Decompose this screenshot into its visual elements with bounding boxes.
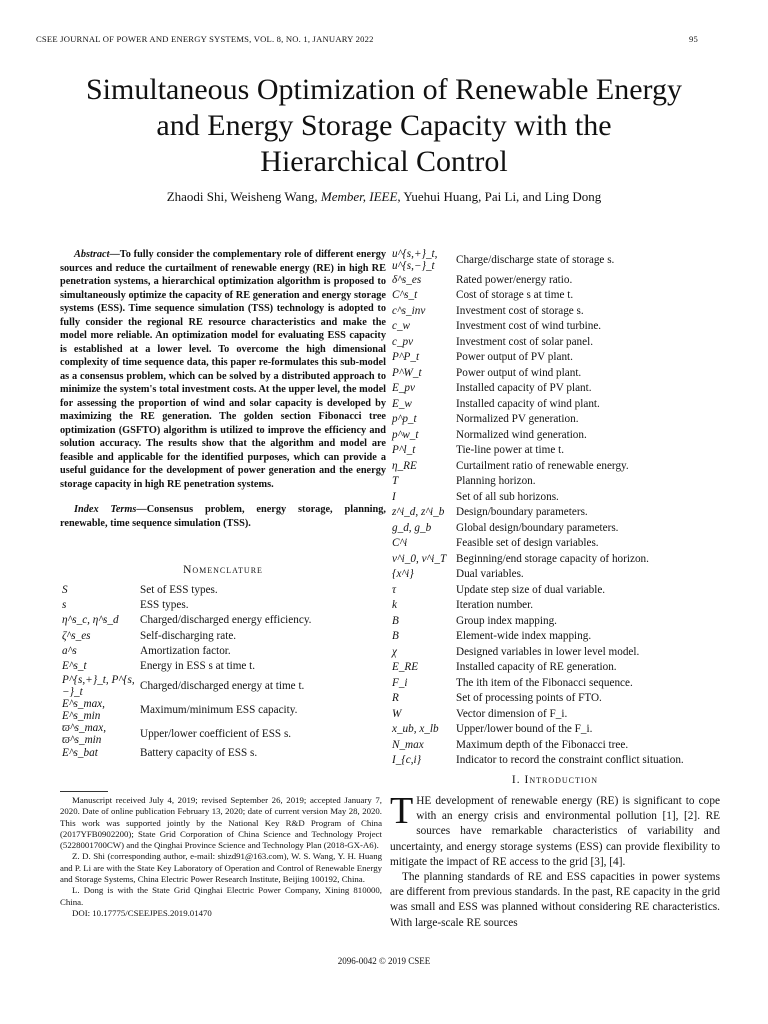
- nomenclature-symbol: E_w: [392, 397, 412, 410]
- index-terms: [60, 503, 386, 530]
- nomenclature-row: [390, 613, 720, 629]
- nomenclature-symbol: R: [392, 692, 399, 705]
- intro-paragraph: The planning standards of RE and ESS capacities in power systems are different from previous standards. In the past, RE capacity in the grid was small and ESS was planned without considering RE characteristics. With large-scale RE sources: [390, 871, 720, 929]
- abstract-label: Abstract: [74, 249, 110, 260]
- nomenclature-symbol: c_w: [392, 320, 411, 333]
- abstract-text: —To fully consider the complementary role of different energy sources and reduce the curtailment of renewable energy (RE) in high RE penetration systems, a hierarchical optimization algorithm is proposed to simultaneously optimize the capacity of RE generation and energy storage systems (ESS). Time sequence simulation (TSS) technology is adopted to fully consider the regional RE resource characteristics and make the model more reliable. An optimization model for evaluating ESS capacity is established at a lower level. To overcome the high dimensional complexity of time sequence data, this paper re-formulates this sub-model as a consensus problem, which can be solved by a distributed approach to minimize the system's total investment costs. At the upper level, the model for assessing the proportion of wind and solar capacity is developed by maximizing the RE generation. The golden section Fibonacci tree optimization (GSFTO) algorithm is utilized to improve the efficiency and solution accuracy. The results show that the algorithm and model are feasible and applicable for the identified purposes, which can provide a useful guidance for the development of power generation and the energy storage capacity in high RE penetration systems.: [60, 249, 386, 490]
- nomenclature-description: Charge/discharge state of storage s.: [456, 254, 615, 266]
- nomenclature-row: [390, 722, 720, 738]
- nomenclature-description: Iteration number.: [456, 599, 534, 612]
- nomenclature-symbol: C^i: [392, 537, 408, 550]
- author-list: [0, 189, 768, 205]
- nomenclature-row: [390, 737, 720, 753]
- nomenclature-row: [390, 691, 720, 707]
- footnote-rule: [60, 791, 108, 792]
- nomenclature-row: [60, 698, 386, 722]
- nomenclature-description: Feasible set of design variables.: [456, 537, 599, 550]
- nomenclature-symbol: P^l_t: [392, 444, 416, 457]
- nomenclature-description: Normalized PV generation.: [456, 413, 579, 426]
- nomenclature-description: Amortization factor.: [140, 644, 231, 657]
- nomenclature-description: Self-discharging rate.: [140, 629, 237, 642]
- nomenclature-row: [390, 598, 720, 614]
- nomenclature-symbol: η^s_c, η^s_d: [62, 614, 119, 627]
- nomenclature-description: Vector dimension of F_i.: [456, 707, 568, 720]
- footnote-paragraph: Z. D. Shi (corresponding author, e-mail: shizd91@163.com), W. S. Wang, Y. H. Huang and P. Li are with the State Key Laboratory of Operation and Control of Renewable Energy and Storage Systems, China Electric Power Research Institute, Beijing 100192, China.: [60, 851, 382, 885]
- nomenclature-symbol: W: [392, 707, 402, 720]
- nomenclature-symbol: ζ^s_es: [62, 629, 91, 642]
- nomenclature-row: [390, 248, 720, 272]
- nomenclature-symbol: E_RE: [392, 661, 419, 674]
- nomenclature-symbol: v^i_0, v^i_T: [392, 552, 447, 565]
- nomenclature-row: [390, 303, 720, 319]
- nomenclature-row: [390, 644, 720, 660]
- nomenclature-symbol: N_max: [392, 738, 424, 751]
- nomenclature-symbol: η_RE: [392, 459, 417, 472]
- nomenclature-row: [390, 660, 720, 676]
- nomenclature-symbol: u^{s,+}_t, u^{s,−}_t: [392, 248, 438, 272]
- nomenclature-symbol: F_i: [392, 676, 408, 689]
- nomenclature-description: Power output of wind plant.: [456, 366, 582, 379]
- nomenclature-description: Investment cost of storage s.: [456, 304, 584, 317]
- nomenclature-symbol: E^s_t: [62, 660, 87, 673]
- journal-name: CSEE JOURNAL OF POWER AND ENERGY SYSTEMS, VOL. 8, NO. 1, JANUARY 2022: [36, 34, 374, 44]
- nomenclature-row: [60, 746, 386, 761]
- running-header: [36, 34, 698, 44]
- nomenclature-symbol: B: [392, 630, 399, 643]
- nomenclature-description: Battery capacity of ESS s.: [140, 747, 258, 760]
- drop-cap: T: [390, 790, 414, 832]
- page-number: 95: [689, 34, 698, 44]
- nomenclature-description: Design/boundary parameters.: [456, 506, 588, 519]
- nomenclature-symbol: a^s: [62, 644, 77, 657]
- nomenclature-symbol: ϖ^s_max, ϖ^s_min: [62, 721, 107, 746]
- nomenclature-description: Upper/lower coefficient of ESS s.: [140, 727, 292, 740]
- nomenclature-description: Upper/lower bound of the F_i.: [456, 723, 593, 736]
- introduction-text: [390, 790, 720, 931]
- nomenclature-row: [390, 551, 720, 567]
- title-line: and Energy Storage Capacity with the: [156, 109, 612, 142]
- nomenclature-symbol: τ: [392, 583, 397, 596]
- nomenclature-description: Installed capacity of RE generation.: [456, 661, 617, 674]
- nomenclature-row: [390, 458, 720, 474]
- copyright-footer: 2096-0042 © 2019 CSEE: [337, 956, 431, 966]
- nomenclature-symbol: {x^i}: [392, 568, 414, 581]
- nomenclature-description: Curtailment ratio of renewable energy.: [456, 459, 629, 472]
- nomenclature-description: Update step size of dual variable.: [456, 583, 606, 596]
- nomenclature-row: [60, 674, 386, 698]
- nomenclature-symbol: P^P_t: [392, 351, 420, 364]
- nomenclature-row: [390, 505, 720, 521]
- intro-paragraph: [390, 790, 720, 870]
- nomenclature-symbol: I: [392, 490, 396, 503]
- nomenclature-description: Designed variables in lower level model.: [456, 645, 640, 658]
- nomenclature-description: Tie-line power at time t.: [456, 444, 565, 457]
- nomenclature-symbol: s: [62, 598, 67, 611]
- nomenclature-symbol: k: [392, 599, 397, 612]
- nomenclature-description: Group index mapping.: [456, 614, 557, 627]
- abstract: [60, 248, 386, 491]
- nomenclature-row: [390, 350, 720, 366]
- nomenclature-description: Dual variables.: [456, 568, 524, 581]
- nomenclature-description: Set of ESS types.: [140, 583, 218, 596]
- nomenclature-symbol: I_{c,i}: [392, 754, 422, 767]
- nomenclature-description: Maximum depth of the Fibonacci tree.: [456, 738, 629, 751]
- nomenclature-table-left: [60, 582, 386, 761]
- nomenclature-row: [390, 365, 720, 381]
- paper-title: [0, 72, 768, 180]
- nomenclature-row: [390, 412, 720, 428]
- nomenclature-description: Investment cost of wind turbine.: [456, 320, 602, 333]
- title-line: Simultaneous Optimization of Renewable Energy: [86, 73, 682, 106]
- nomenclature-symbol: E^s_bat: [62, 747, 98, 760]
- nomenclature-description: Investment cost of solar panel.: [456, 335, 594, 348]
- authors-part: Zhaodi Shi, Weisheng Wang,: [166, 189, 321, 204]
- nomenclature-row: [390, 706, 720, 722]
- nomenclature-description: Set of processing points of FTO.: [456, 692, 602, 705]
- nomenclature-row: [60, 643, 386, 658]
- index-terms-text: —Consensus problem, energy storage, planning, renewable, time sequence simulation (TSS).: [60, 504, 386, 529]
- nomenclature-description: Rated power/energy ratio.: [456, 273, 573, 286]
- nomenclature-symbol: S: [62, 583, 68, 596]
- nomenclature-row: [60, 658, 386, 673]
- footnote-paragraph: Manuscript received July 4, 2019; revised September 26, 2019; accepted January 7, 2020. Date of online publication February 13, 2020; date of current version May 28, 2020. This work was supported jointly by the National Key R&D Program of China (2017YFB0902200); State Grid Corporation of China Science and Technology Project (5228001700CW) and the Qinghai Province Science and Technology Plan (2018-GX-A6).: [60, 795, 382, 851]
- nomenclature-symbol: g_d, g_b: [392, 521, 432, 534]
- nomenclature-symbol: T: [392, 475, 399, 488]
- nomenclature-table-right: [390, 248, 720, 768]
- nomenclature-symbol: P^W_t: [392, 366, 422, 379]
- member-designation: Member, IEEE: [320, 189, 398, 204]
- nomenclature-symbol: c^s_inv: [392, 304, 426, 317]
- nomenclature-description: ESS types.: [140, 598, 189, 611]
- nomenclature-row: [60, 628, 386, 643]
- nomenclature-description: Cost of storage s at time t.: [456, 289, 574, 302]
- nomenclature-symbol: P^{s,+}_t, P^{s,−}_t: [62, 673, 135, 698]
- nomenclature-row: [390, 675, 720, 691]
- nomenclature-description: Element-wide index mapping.: [456, 630, 592, 643]
- nomenclature-row: [60, 613, 386, 628]
- nomenclature-description: Global design/boundary parameters.: [456, 521, 619, 534]
- nomenclature-symbol: z^i_d, z^i_b: [392, 506, 445, 519]
- nomenclature-description: Maximum/minimum ESS capacity.: [140, 703, 298, 716]
- nomenclature-description: Planning horizon.: [456, 475, 536, 488]
- right-column: [390, 248, 720, 768]
- footnote-doi: DOI: 10.17775/CSEEJPES.2019.01470: [72, 907, 212, 918]
- nomenclature-description: Normalized wind generation.: [456, 428, 587, 441]
- nomenclature-row: [60, 582, 386, 597]
- nomenclature-row: [60, 722, 386, 746]
- nomenclature-row: [390, 753, 720, 769]
- nomenclature-description: Indicator to record the constraint conflict situation.: [456, 754, 684, 767]
- nomenclature-symbol: B: [392, 614, 399, 627]
- intro-paragraph-text: HE development of renewable energy (RE) is significant to cope with an energy crisis and environmental pollution [1], [2]. RE sources have remarkable characteristics of variability and uncertainty, and energy storage systems (ESS) can provide flexibility to mitigate the impact of RE access to the grid [3], [4].: [390, 795, 720, 868]
- nomenclature-row: [390, 567, 720, 583]
- footnote-paragraph: L. Dong is with the State Grid Qinghai Electric Power Company, Xining 810000, China.: [60, 885, 382, 907]
- nomenclature-symbol: c_pv: [392, 335, 414, 348]
- nomenclature-description: Energy in ESS s at time t.: [140, 660, 256, 673]
- nomenclature-row: [390, 319, 720, 335]
- nomenclature-row: [390, 629, 720, 645]
- nomenclature-row: [60, 597, 386, 612]
- nomenclature-symbol: p^w_t: [392, 428, 419, 441]
- nomenclature-symbol: x_ub, x_lb: [392, 723, 439, 736]
- nomenclature-description: Set of all sub horizons.: [456, 490, 559, 503]
- nomenclature-row: [390, 427, 720, 443]
- nomenclature-row: [390, 474, 720, 490]
- nomenclature-description: Installed capacity of PV plant.: [456, 382, 592, 395]
- nomenclature-description: Charged/discharged energy at time t.: [140, 679, 305, 692]
- nomenclature-description: Installed capacity of wind plant.: [456, 397, 600, 410]
- nomenclature-description: Charged/discharged energy efficiency.: [140, 614, 312, 627]
- nomenclature-row: [390, 396, 720, 412]
- nomenclature-description: Power output of PV plant.: [456, 351, 573, 364]
- nomenclature-symbol: χ: [392, 645, 397, 658]
- nomenclature-row: [390, 489, 720, 505]
- nomenclature-row: [390, 536, 720, 552]
- nomenclature-description: The ith item of the Fibonacci sequence.: [456, 676, 633, 689]
- authors-part: , Yuehui Huang, Pai Li, and Ling Dong: [397, 189, 602, 204]
- nomenclature-row: [390, 443, 720, 459]
- nomenclature-row: [390, 582, 720, 598]
- nomenclature-symbol: E^s_max, E^s_min: [62, 697, 105, 722]
- nomenclature-symbol: δ^s_es: [392, 273, 422, 286]
- left-column: [60, 248, 386, 761]
- footnote: [60, 795, 382, 919]
- index-terms-label: Index Terms: [74, 504, 137, 515]
- nomenclature-symbol: p^p_t: [392, 413, 417, 426]
- nomenclature-row: [390, 288, 720, 304]
- nomenclature-row: [390, 381, 720, 397]
- nomenclature-row: [390, 520, 720, 536]
- nomenclature-symbol: E_pv: [392, 382, 415, 395]
- nomenclature-row: [390, 272, 720, 288]
- section-heading-introduction: I. Introduction: [511, 774, 599, 786]
- nomenclature-row: [390, 334, 720, 350]
- nomenclature-description: Beginning/end storage capacity of horizon.: [456, 552, 649, 565]
- nomenclature-symbol: C^s_t: [392, 289, 418, 302]
- title-line: Hierarchical Control: [260, 145, 508, 178]
- nomenclature-heading: Nomenclature: [183, 564, 263, 576]
